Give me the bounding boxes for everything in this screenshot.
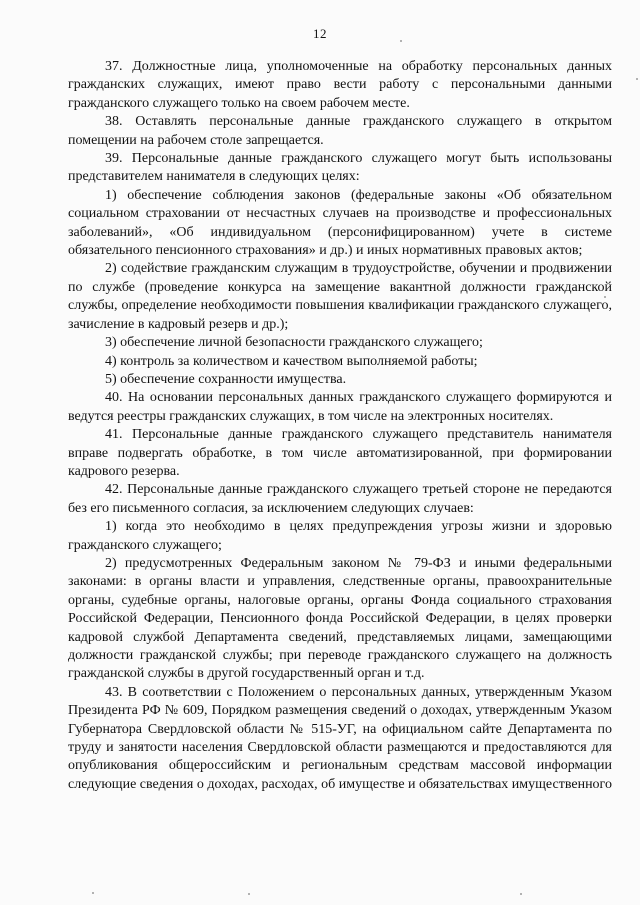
- list-item: 1) обеспечение соблюдения законов (федеральные законы «Об обязательном социальном страховании от несчастных случаев на производстве и профессиональных заболеваний», «Об индивидуальном (персонифицированном) учете в системе обязательного пенсионного страхования» и др.) и иных нормативных правовых актов;: [68, 187, 612, 259]
- paragraph-41: 41. Персональные данные гражданского служащего представитель нанимателя вправе подвергать обработке, в том числе автоматизированной, при формировании кадрового резерва.: [68, 427, 612, 479]
- paragraph-43: 43. В соответствии с Положением о персональных данных, утвержденным Указом Президента РФ № 609, Порядком размещения сведений о доходах, утвержденным Указом Губернатора Свердловской области № 515-УГ, на официальном сайте Департамента по труду и занятости населения Свердловской области размещаются и предоставляются для опубликования общероссийским и региональным средствам массовой информации следующие сведения о доходах, расходах, об имуществе и обязательствах имущественного: [68, 684, 612, 792]
- list-item: 2) предусмотренных Федеральным законом № 79-ФЗ и иными федеральными законами: в органы власти и управления, следственные органы, правоохранительные органы, судебные органы, налоговые органы, органы Фонда социального страхования Российской Федерации, Пенсионного фонда Российской Федерации, в целях проверки кадровой службой Департамента сведений, представляемых лицами, замещающими должности гражданской службы; при переводе гражданского служащего на должность гражданской службы в другой государственный орган и т.д.: [68, 555, 612, 682]
- scan-speck: [636, 78, 638, 80]
- list-item: 2) содействие гражданским служащим в трудоустройстве, обучении и продвижении по службе (проведение конкурса на замещение вакантной должности гражданской службы, определение необходимости повышения квалификации гражданского служащего, зачисление в кадровый резерв и др.);: [68, 261, 612, 332]
- paragraph-40: 40. На основании персональных данных гражданского служащего формируются и ведутся реестры гражданских служащих, в том числе на электронных носителях.: [68, 390, 612, 424]
- list-item: 5) обеспечение сохранности имущества.: [105, 371, 347, 387]
- document-body: [68, 58, 612, 794]
- list-item: 3) обеспечение личной безопасности гражданского служащего;: [105, 335, 483, 351]
- scan-speck: [604, 296, 606, 298]
- page-number: 12: [313, 26, 327, 41]
- list-item: 1) когда это необходимо в целях предупреждения угрозы жизни и здоровью гражданского служащего;: [68, 519, 612, 553]
- paragraph-39: 39. Персональные данные гражданского служащего могут быть использованы представителем нанимателя в следующих целях:: [68, 151, 612, 185]
- scan-speck: [400, 40, 402, 42]
- paragraph-38: 38. Оставлять персональные данные гражданского служащего в открытом помещении на рабочем столе запрещается.: [68, 114, 612, 148]
- scan-speck: [248, 893, 250, 895]
- paragraph-37: 37. Должностные лица, уполномоченные на обработку персональных данных гражданских служащих, имеют право вести работу с персональными данными гражданского служащего только на своем рабочем месте.: [68, 59, 612, 111]
- scan-speck: [92, 892, 94, 894]
- list-item: 4) контроль за количеством и качеством выполняемой работы;: [105, 353, 478, 369]
- scan-speck: [520, 893, 522, 895]
- paragraph-42: 42. Персональные данные гражданского служащего третьей стороне не передаются без его письменного согласия, за исключением следующих случаев:: [68, 482, 612, 516]
